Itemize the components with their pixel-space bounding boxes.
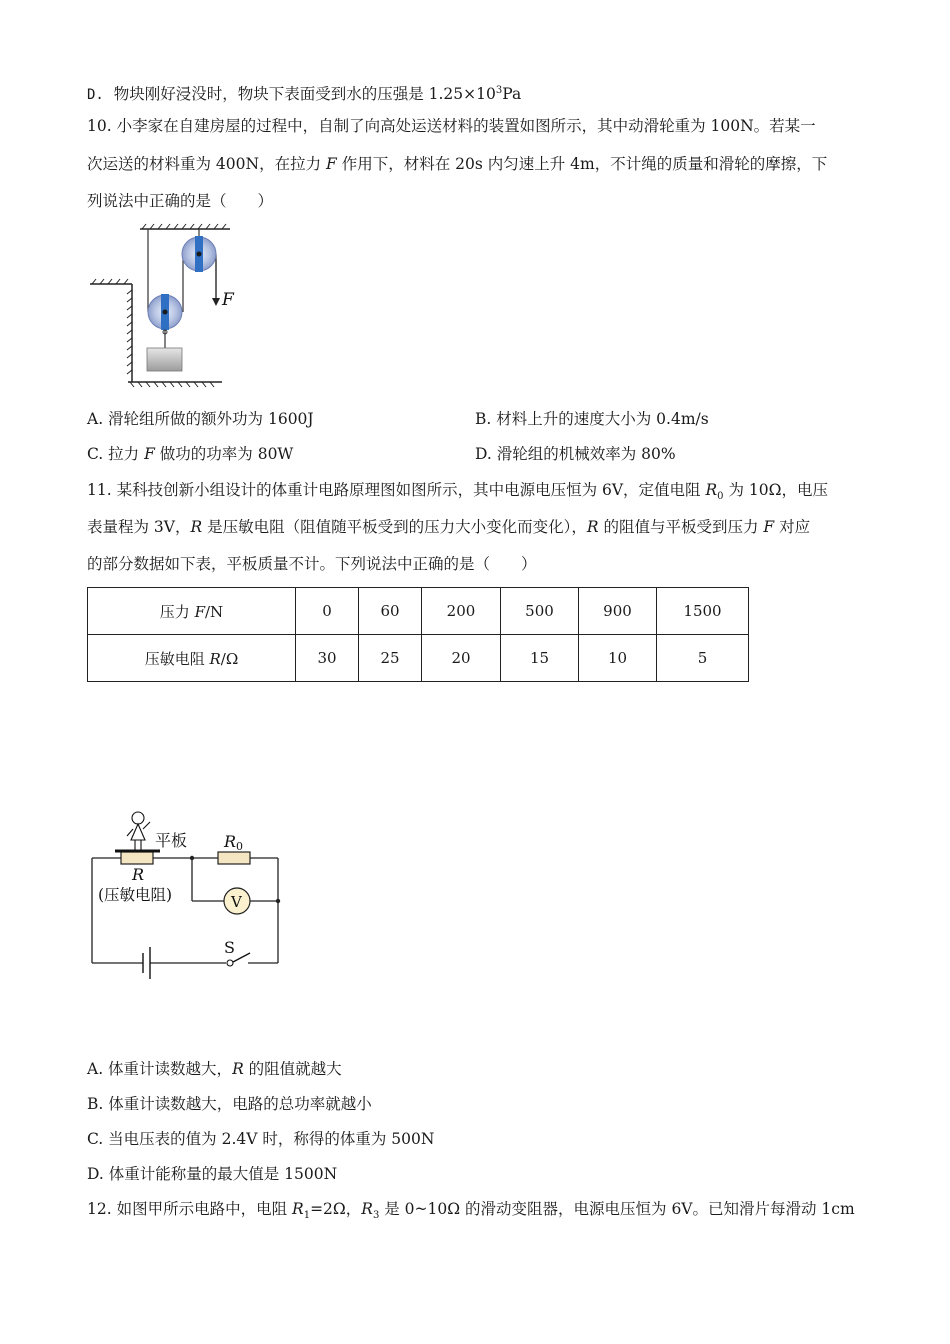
q11-option-a[interactable] xyxy=(87,1059,342,1079)
q11-var-r0: R xyxy=(705,481,718,499)
q12-stem-line1-a: 12. 如图甲所示电路中，电阻 xyxy=(87,1200,293,1218)
table-cell: 60 xyxy=(359,588,422,635)
table-label-force-var: F xyxy=(194,602,205,621)
q11-stem-line3: 的部分数据如下表，平板质量不计。下列说法中正确的是（ ） xyxy=(87,555,537,573)
q12-var-r1-sub: 1 xyxy=(303,1210,311,1222)
voltmeter-label: V xyxy=(231,893,242,911)
battery xyxy=(143,947,150,979)
table-cell: 5 xyxy=(657,635,749,682)
q9-option-d-unit: Pa xyxy=(502,85,522,104)
q9-option-d-text: 物块刚好浸没时，物块下表面受到水的压强是 1.25×10 xyxy=(113,85,496,104)
q11-stem-line2-d: 对应 xyxy=(774,518,811,536)
q10-option-d[interactable]: D. 滑轮组的机械效率为 80% xyxy=(475,445,676,463)
q11-stem-line2-a: 表量程为 3V， xyxy=(87,518,191,536)
q12-var-r1: R xyxy=(292,1200,304,1218)
q12-var-r3: R xyxy=(361,1200,373,1218)
q11-var-r-1: R xyxy=(190,518,203,536)
table-cell: 20 xyxy=(422,635,501,682)
table-cell: 200 xyxy=(422,588,501,635)
r0-label xyxy=(223,832,243,853)
circuit-wires xyxy=(92,858,278,963)
pressure-resistor xyxy=(121,852,153,864)
table-cell: 0 xyxy=(296,588,359,635)
q12-stem-line1-c: 是 0~10Ω 的滑动变阻器，电源电压恒为 6V。已知滑片每滑动 1cm xyxy=(379,1200,855,1218)
table-label-resistance-var: R xyxy=(209,649,221,668)
q11-var-r0-sub: 0 xyxy=(717,491,724,503)
q10-option-a[interactable]: A. 滑轮组所做的额外功为 1600J xyxy=(87,410,314,428)
plate-label: 平板 xyxy=(155,831,188,850)
q11-var-f: F xyxy=(763,518,775,536)
person-figure xyxy=(127,812,150,850)
q10-stem-line2-b: 作用下，材料在 20s 内匀速上升 4m，不计绳的质量和滑轮的摩擦，下 xyxy=(336,155,828,173)
q10-var-f: F xyxy=(326,155,337,173)
q10-stem-line3: 列说法中正确的是（ ） xyxy=(87,192,274,210)
table-cell: 1500 xyxy=(657,588,749,635)
q9-option-d-exponent: 3 xyxy=(495,85,503,96)
q9-option-d-letter: D. xyxy=(87,87,104,104)
q11-option-b[interactable]: B. 体重计读数越大，电路的总功率就越小 xyxy=(87,1095,372,1113)
q10-stem-line2-a: 次运送的材料重为 400N，在拉力 xyxy=(87,155,327,173)
q10-stem-line1: 10. 小李家在自建房屋的过程中，自制了向高处运送材料的装置如图所示，其中动滑轮重为 100N。若某一 xyxy=(87,117,816,135)
table-cell: 30 xyxy=(296,635,359,682)
q11-option-a-b: 的阻值就越大 xyxy=(243,1060,342,1078)
table-cell: 900 xyxy=(579,588,657,635)
q11-var-r-2: R xyxy=(586,518,599,536)
r-label: R xyxy=(132,865,145,884)
r0-label-sub: 0 xyxy=(236,840,244,853)
table-cell: 10 xyxy=(579,635,657,682)
table-cell: 25 xyxy=(359,635,422,682)
r-description: (压敏电阻) xyxy=(98,886,173,904)
q12-var-r3-sub: 3 xyxy=(372,1210,380,1222)
q10-option-c-var: F xyxy=(144,445,155,463)
junction-dot xyxy=(190,856,194,860)
fixed-resistor-r0 xyxy=(218,852,250,864)
q11-stem-line1-a: 11. 某科技创新小组设计的体重计电路原理图如图所示，其中电源电压恒为 6V，定值电阻 xyxy=(87,481,706,499)
q12-stem-line1 xyxy=(87,1199,855,1226)
table-label-resistance-a: 压敏电阻 xyxy=(144,649,210,668)
q11-option-d[interactable]: D. 体重计能称量的最大值是 1500N xyxy=(87,1165,338,1183)
r0-label-var: R xyxy=(224,832,237,851)
switch-label: S xyxy=(224,938,235,957)
q11-stem-line2-c: 的阻值与平板受到压力 xyxy=(598,518,764,536)
table-cell: 15 xyxy=(501,635,579,682)
junction-dot xyxy=(276,899,280,903)
table-cell: 500 xyxy=(501,588,579,635)
q11-stem-line2-b: 是压敏电阻（阻值随平板受到的压力大小变化而变化）， xyxy=(202,518,587,536)
q10-option-c-b: 做功的功率为 80W xyxy=(154,445,294,463)
q11-option-a-var: R xyxy=(232,1060,244,1078)
table-label-force-b: /N xyxy=(205,602,224,621)
q11-option-c[interactable]: C. 当电压表的值为 2.4V 时，称得的体重为 500N xyxy=(87,1130,435,1148)
q12-stem-line1-b: =2Ω， xyxy=(310,1200,362,1218)
q10-option-c-a: C. 拉力 xyxy=(87,445,145,463)
table-label-resistance-b: /Ω xyxy=(220,649,239,668)
table-label-force-a: 压力 xyxy=(159,602,195,621)
q11-option-a-a: A. 体重计读数越大， xyxy=(87,1060,233,1078)
force-label: F xyxy=(222,290,234,310)
q10-option-b[interactable]: B. 材料上升的速度大小为 0.4m/s xyxy=(475,410,709,428)
q11-stem-line1-b: 为 10Ω，电压 xyxy=(723,481,828,499)
